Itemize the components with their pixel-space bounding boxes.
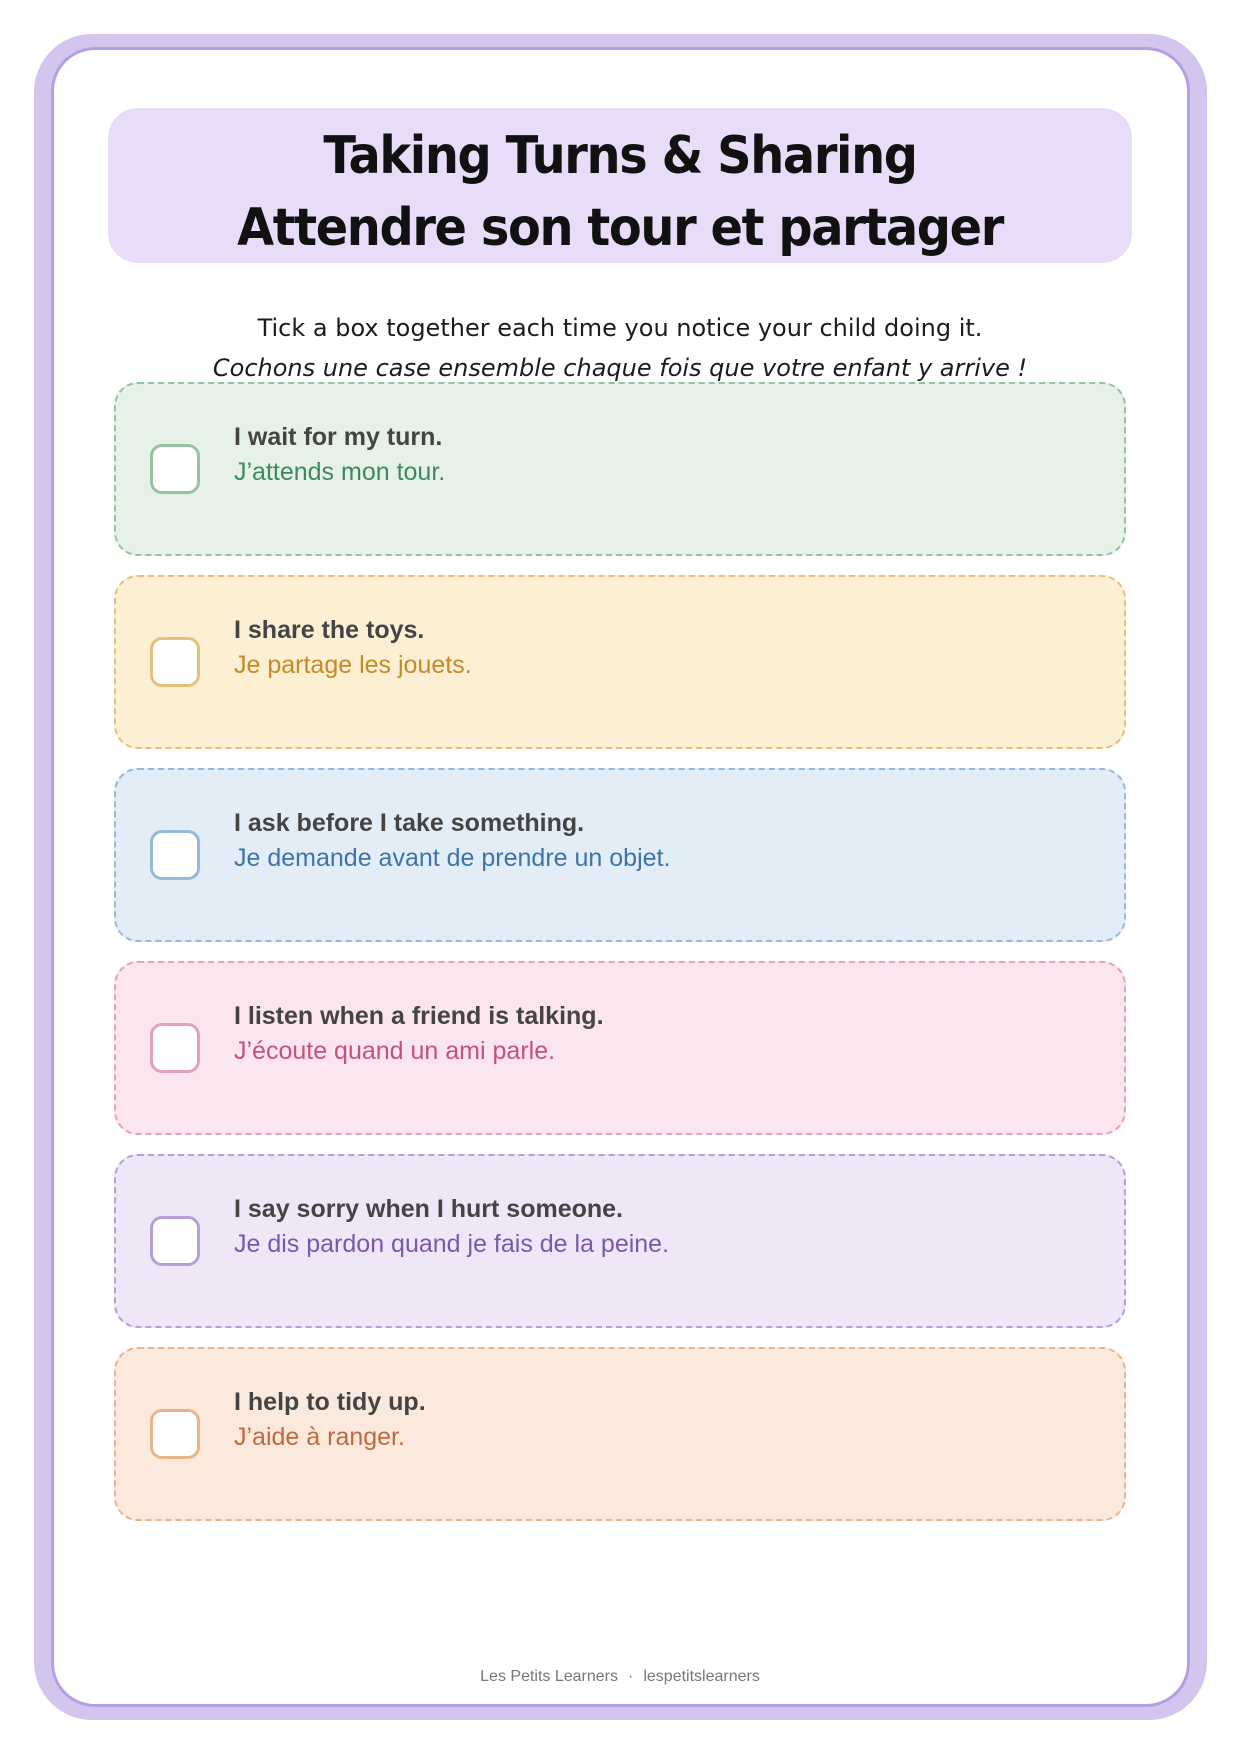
title-english: Taking Turns & Sharing <box>323 126 917 186</box>
item-text-french: Je partage les jouets. <box>234 651 472 679</box>
item-text-french: J’attends mon tour. <box>234 458 446 486</box>
checklist-item <box>114 768 1126 942</box>
item-text-english: I say sorry when I hurt someone. <box>234 1195 624 1223</box>
checkbox[interactable] <box>150 444 200 494</box>
item-text-english: I help to tidy up. <box>234 1388 426 1416</box>
checklist-item <box>114 382 1126 556</box>
item-text-english: I wait for my turn. <box>234 423 443 451</box>
title-banner <box>108 108 1132 263</box>
footer-separator: · <box>628 1668 634 1685</box>
checkbox[interactable] <box>150 1409 200 1459</box>
item-text <box>234 999 604 1069</box>
checklist-item <box>114 1154 1126 1328</box>
footer-brand: Les Petits Learners <box>480 1668 619 1685</box>
item-text <box>234 1385 426 1455</box>
item-text <box>234 806 670 876</box>
item-text <box>234 613 472 683</box>
checklist-item <box>114 961 1126 1135</box>
item-text-english: I ask before I take something. <box>234 809 585 837</box>
checkbox[interactable] <box>150 1023 200 1073</box>
footer-handle: lespetitslearners <box>643 1668 760 1685</box>
instructions-french: Cochons une case ensemble chaque fois que votre enfant y arrive ! <box>212 354 1028 382</box>
item-text-french: Je dis pardon quand je fais de la peine. <box>234 1230 670 1258</box>
item-text <box>234 1192 669 1262</box>
checkbox[interactable] <box>150 637 200 687</box>
instructions <box>108 308 1132 388</box>
checkbox[interactable] <box>150 1216 200 1266</box>
item-text <box>234 420 445 490</box>
item-text-english: I share the toys. <box>234 616 425 644</box>
item-text-french: J’écoute quand un ami parle. <box>234 1037 556 1065</box>
checklist-item <box>114 575 1126 749</box>
instructions-english: Tick a box together each time you notice your child doing it. <box>257 314 983 342</box>
checklist-item <box>114 1347 1126 1521</box>
footer <box>108 1668 1132 1686</box>
item-text-english: I listen when a friend is talking. <box>234 1002 604 1030</box>
item-text-french: J’aide à ranger. <box>234 1423 405 1451</box>
checkbox[interactable] <box>150 830 200 880</box>
item-text-french: Je demande avant de prendre un objet. <box>234 844 671 872</box>
title-french: Attendre son tour et partager <box>237 198 1003 258</box>
